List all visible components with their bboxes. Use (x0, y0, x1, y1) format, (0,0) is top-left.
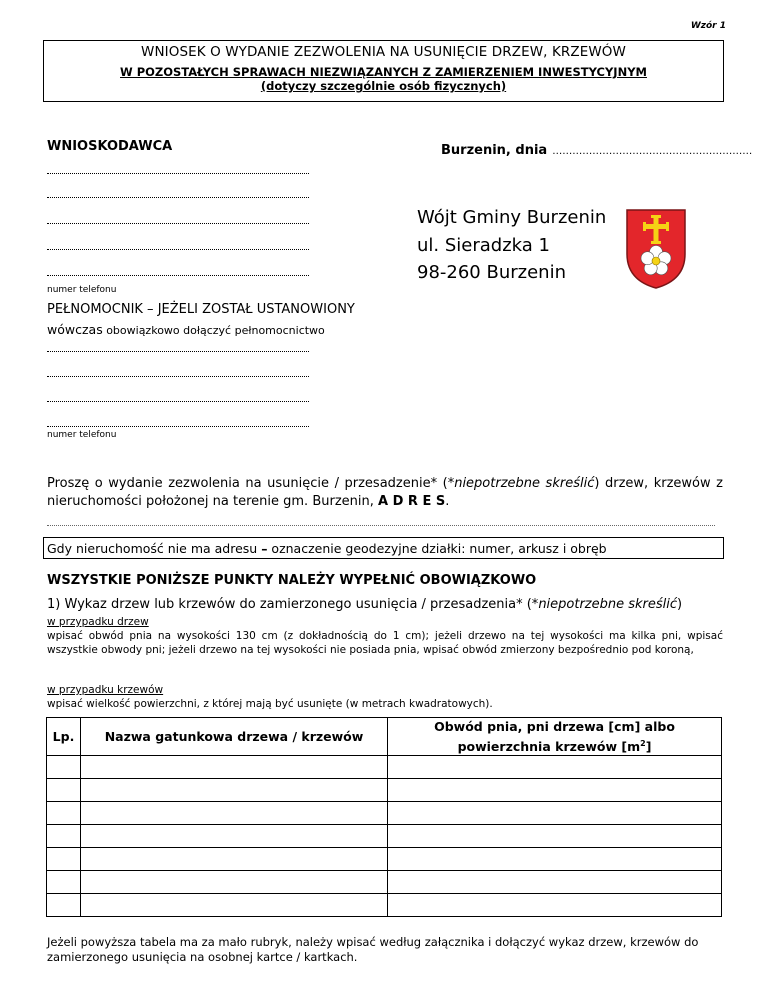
no-address-text-1: Gdy nieruchomość nie ma adresu (47, 541, 262, 556)
col-header-circumference-line1: Obwód pnia, pni drzewa [cm] albo (434, 719, 675, 734)
address-input-line[interactable] (47, 524, 715, 526)
table-row (47, 802, 722, 825)
shrubs-note (47, 683, 723, 711)
footer-note: Jeżeli powyższa tabela ma za mało rubryk, należy wpisać według załącznika i dołączyć wykaz drzew, krzewów do zamierzonego usunięcia na osobnej kartce / kartkach. (47, 935, 699, 964)
circumference-cell[interactable] (388, 825, 722, 848)
lp-cell[interactable] (47, 871, 81, 894)
request-paragraph (47, 475, 723, 511)
table-row (47, 756, 722, 779)
trees-note (47, 615, 723, 657)
recipient-street: ul. Sieradzka 1 (417, 235, 550, 256)
table-header-row (47, 718, 722, 756)
lp-cell[interactable] (47, 802, 81, 825)
form-subtitle: W POZOSTAŁYCH SPRAWACH NIEZWIĄZANYCH Z ZAMIERZENIEM INWESTYCYJNYM (120, 65, 647, 79)
applicant-heading: WNIOSKODAWCA (47, 139, 173, 154)
request-text-2: ) drzew, krzewów z nieruchomości położonej na terenie gm. Burzenin, (47, 476, 723, 509)
species-cell[interactable] (81, 894, 388, 917)
trees-table (46, 717, 722, 917)
circumference-cell[interactable] (388, 894, 722, 917)
shrubs-note-heading: w przypadku krzewów (47, 684, 164, 696)
proxy-line-1[interactable] (47, 350, 309, 352)
lp-cell[interactable] (47, 756, 81, 779)
trees-note-heading: w przypadku drzew (47, 616, 149, 628)
species-cell[interactable] (81, 825, 388, 848)
no-address-dash: – (261, 541, 268, 556)
lp-cell[interactable] (47, 894, 81, 917)
applicant-phone-line[interactable] (47, 274, 309, 276)
proxy-note (47, 319, 325, 338)
no-address-text-2: oznaczenie geodezyjne działki: numer, arkusz i obręb (267, 541, 607, 556)
col-header-species: Nazwa gatunkowa drzewa / krzewów (81, 718, 388, 756)
lp-cell[interactable] (47, 848, 81, 871)
circumference-cell[interactable] (388, 871, 722, 894)
request-text-1: Proszę o wydanie zezwolenia na usunięcie / przesadzenie* (* (47, 476, 455, 491)
recipient-name: Wójt Gminy Burzenin (417, 207, 607, 228)
circumference-cell[interactable] (388, 756, 722, 779)
proxy-phone-line[interactable] (47, 425, 309, 427)
col-header-circumference (388, 718, 722, 756)
circumference-cell[interactable] (388, 779, 722, 802)
trees-note-text: wpisać obwód pnia na wysokości 130 cm (z dokładnością do 1 cm); jeżeli drzewo na tej wysokości ma kilka pni, wpisać wszystkie obwody pni; jeżeli drzewo na tej wysokości nie posiada pnia, wpisać obwód zmierzony bezpośrednio pod koroną, (47, 630, 723, 656)
applicant-line-1[interactable] (47, 172, 309, 174)
species-cell[interactable] (81, 871, 388, 894)
mandatory-heading: WSZYSTKIE PONIŻSZE PUNKTY NALEŻY WYPEŁNIĆ OBOWIĄZKOWO (47, 573, 537, 588)
applicant-line-2[interactable] (47, 196, 309, 198)
date-label: Burzenin, dnia (441, 143, 548, 158)
species-cell[interactable] (81, 779, 388, 802)
applicant-phone-label: numer telefonu (47, 285, 117, 295)
species-cell[interactable] (81, 848, 388, 871)
species-cell[interactable] (81, 802, 388, 825)
table-row (47, 825, 722, 848)
point-1-end: ) (677, 597, 683, 612)
applicant-line-3[interactable] (47, 222, 309, 224)
applicant-line-4[interactable] (47, 248, 309, 250)
point-1-text: 1) Wykaz drzew lub krzewów do zamierzonego usunięcia / przesadzenia* (* (47, 597, 539, 612)
species-cell[interactable] (81, 756, 388, 779)
circumference-cell[interactable] (388, 802, 722, 825)
form-title-box (43, 40, 724, 102)
col-header-circumference-line2: powierzchnia krzewów $[m^2]$ (457, 739, 652, 755)
proxy-heading: PEŁNOMOCNIK – JEŻELI ZOSTAŁ USTANOWIONY (47, 302, 355, 317)
form-subtitle-note: (dotyczy szczególnie osób fizycznych) (260, 79, 507, 93)
request-address-word: A D R E S (378, 494, 446, 509)
circumference-cell[interactable] (388, 848, 722, 871)
proxy-line-2[interactable] (47, 375, 309, 377)
request-end: . (445, 494, 450, 509)
shrubs-note-text: wpisać wielkość powierzchni, z której mają być usunięte (w metrach kwadratowych). (47, 698, 493, 710)
form-number-label: Wzór 1 (690, 21, 726, 31)
col-header-lp: Lp. (47, 718, 81, 756)
proxy-phone-label: numer telefonu (47, 430, 117, 440)
date-field[interactable] (441, 139, 752, 158)
point-1 (47, 597, 682, 612)
proxy-line-3[interactable] (47, 400, 309, 402)
table-row (47, 779, 722, 802)
request-italic: niepotrzebne skreślić (454, 476, 595, 491)
table-row (47, 848, 722, 871)
table-row (47, 894, 722, 917)
date-dots: …………………………………………………… (552, 146, 753, 157)
form-title: WNIOSEK O WYDANIE ZEZWOLENIA NA USUNIĘCIE DRZEW, KRZEWÓW (141, 44, 626, 60)
recipient-city: 98-260 Burzenin (417, 262, 566, 283)
proxy-note-prefix: wówczas (47, 322, 103, 337)
proxy-note-rest: obowiązkowo dołączyć pełnomocnictwo (102, 324, 325, 337)
lp-cell[interactable] (47, 825, 81, 848)
burzenin-coat-of-arms-icon (625, 208, 687, 290)
point-1-italic: niepotrzebne skreślić (538, 597, 678, 612)
no-address-box (43, 537, 724, 559)
table-row (47, 871, 722, 894)
lp-cell[interactable] (47, 779, 81, 802)
